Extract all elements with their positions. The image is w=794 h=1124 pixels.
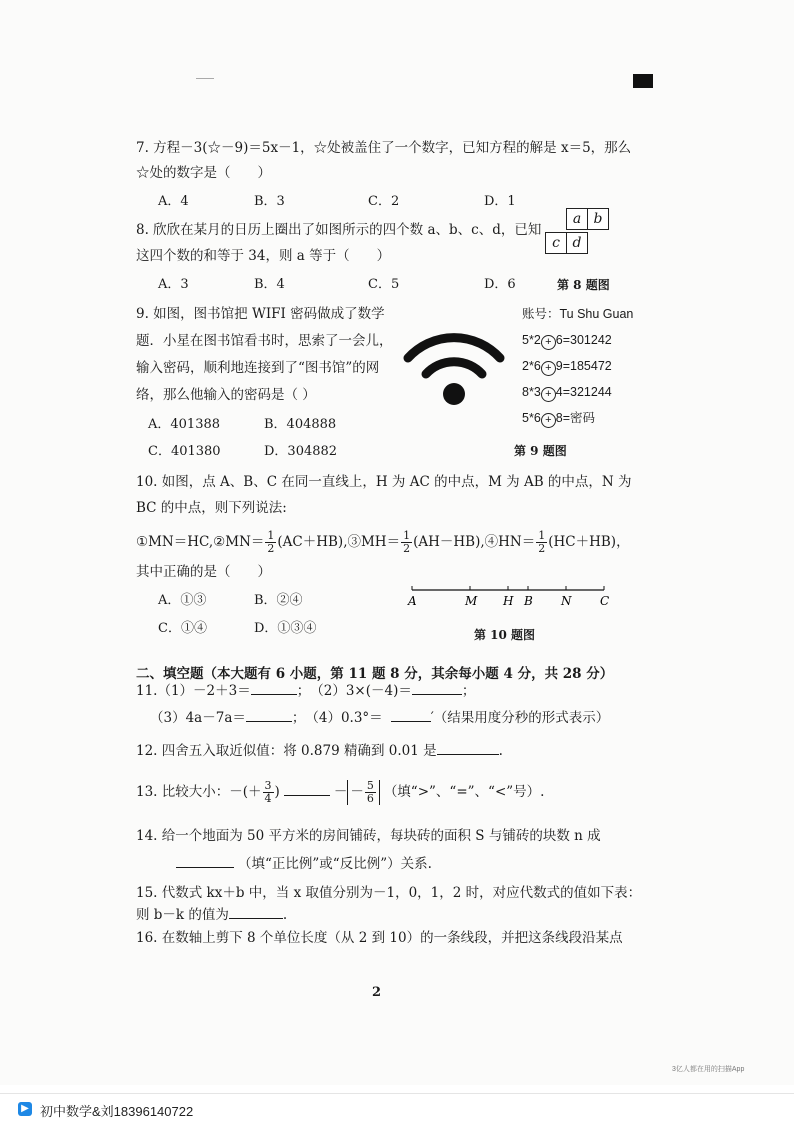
- password-row-1: [522, 331, 612, 350]
- fraction-half: $\frac{1}{2}$: [267, 529, 275, 555]
- q7-option-b: B．3: [254, 194, 285, 209]
- q11-part4-end: ′（结果用度分秒的形式表示）: [430, 710, 610, 726]
- q10-option-b: B．②④: [254, 593, 303, 608]
- password-row-2: [522, 357, 612, 376]
- q8-option-a: A．3: [158, 277, 189, 292]
- password-row-2-right: 9=185472: [555, 359, 612, 373]
- q13-blank: [284, 795, 330, 796]
- corner-registration-mark: [633, 74, 653, 88]
- q11-part3-end: ； （4）0.3°＝: [291, 710, 383, 726]
- q12-text: 12. 四舍五入取近似值：将 0.879 精确到 0.01 是: [136, 743, 437, 759]
- password-row-4-right: 8=密码: [555, 411, 596, 425]
- q13-prefix: 13. 比较大小：－(＋: [136, 784, 262, 800]
- circle-plus-icon: +: [541, 361, 556, 376]
- q10-statement-text: (HC＋HB)，: [548, 534, 630, 550]
- app-logo-icon[interactable]: ▶: [18, 1102, 32, 1116]
- q7-option-a: A．4: [158, 194, 189, 209]
- q15-line1: 15. 代数式 kx＋b 中，当 x 取值分别为－1，0，1，2 时，对应代数式的值如下表：: [136, 885, 642, 901]
- circle-plus-icon: +: [541, 413, 556, 428]
- calendar-cell-d: d: [566, 232, 588, 254]
- calendar-cell-c: c: [545, 232, 567, 254]
- fraction-half: $\frac{1}{2}$: [538, 529, 546, 555]
- password-row-1-right: 6=301242: [555, 333, 612, 347]
- bottom-bar: [0, 1093, 794, 1124]
- q11-blank-4: [391, 721, 431, 722]
- q13-inner-minus: －: [350, 784, 364, 800]
- q11-line2: [150, 709, 609, 727]
- q11-part1: 11.（1）－2＋3＝: [136, 683, 251, 699]
- point-n-label: N: [561, 594, 572, 608]
- scan-dash: [196, 78, 214, 79]
- q12-line: [136, 742, 503, 760]
- q7-option-c: C．2: [368, 194, 400, 209]
- password-row-1-left: 5*2: [522, 333, 541, 347]
- fraction-five-sixths: $\frac{5}{6}$: [366, 779, 374, 805]
- q11-blank-1: [251, 694, 297, 695]
- point-h-label: H: [503, 594, 514, 608]
- point-b-label: B: [524, 594, 533, 608]
- q10-line4: 其中正确的是（ ）: [136, 564, 271, 580]
- q14-line1: 14. 给一个地面为 50 平方米的房间铺砖，每块砖的面积 S 与铺砖的块数 n 成: [136, 828, 601, 844]
- q10-statement-text: ①MN＝HC,②MN＝: [136, 534, 265, 550]
- password-row-3-left: 8*3: [522, 385, 541, 399]
- q10-figure-caption: 第 10 题图: [474, 628, 536, 642]
- wifi-icon: [402, 322, 506, 408]
- q8-figure-caption: 第 8 题图: [557, 278, 610, 292]
- q7-option-d: D．1: [484, 194, 516, 209]
- q10-statement-text: (AH－HB),④HN＝: [413, 534, 536, 550]
- calendar-cell-b: b: [587, 208, 609, 230]
- q9-line4: 络，那么他输入的密码是（ ）: [136, 387, 316, 403]
- q8-line2: 这四个数的和等于 34，则 a 等于（ ）: [136, 248, 391, 264]
- q9-option-a: A．401388: [148, 417, 221, 432]
- q9-option-d: D．304882: [264, 444, 338, 459]
- q11-part3: （3）4a－7a＝: [150, 710, 246, 726]
- q9-option-b: B．404888: [264, 417, 337, 432]
- q15-text: 则 b－k 的值为: [136, 907, 229, 923]
- q15-line2: [136, 906, 287, 924]
- point-m-label: M: [465, 594, 478, 608]
- password-row-4: [522, 409, 595, 428]
- password-row-3: [522, 383, 612, 402]
- q9-figure-caption: 第 9 题图: [514, 444, 567, 458]
- q11-blank-3: [246, 721, 292, 722]
- scanner-watermark: 3亿人都在用的扫描App: [672, 1066, 745, 1073]
- q8-option-b: B．4: [254, 277, 285, 292]
- number-line-figure: [404, 584, 616, 612]
- q15-blank: [229, 918, 283, 919]
- q10-line1: 10. 如图，点 A、B、C 在同一直线上，H 为 AC 的中点，M 为 AB 的中点，N 为: [136, 474, 632, 490]
- q12-end: .: [498, 743, 503, 759]
- q12-blank: [437, 754, 499, 755]
- q10-line2: BC 的中点，则下列说法:: [136, 500, 287, 516]
- password-row-3-right: 4=321244: [555, 385, 612, 399]
- q10-option-c: C．①④: [158, 621, 207, 636]
- q13-close-paren: ): [274, 784, 280, 800]
- circle-plus-icon: +: [541, 335, 556, 350]
- q10-statements: [136, 530, 630, 555]
- q13-suffix: （填“>”、“=”、“<”号）.: [383, 784, 545, 800]
- fraction-half: $\frac{1}{2}$: [403, 529, 411, 555]
- q7-line1: 7. 方程－3(☆－9)＝5x－1，☆处被盖住了一个数字，已知方程的解是 x＝5，那么: [136, 140, 632, 156]
- q8-option-c: C．5: [368, 277, 400, 292]
- q9-line3: 输入密码，顺利地连接到了“图书馆”的网: [136, 360, 380, 376]
- bottom-bar-text: 初中数学&刘18396140722: [40, 1104, 194, 1119]
- point-a-label: A: [408, 594, 417, 608]
- q8-line1: 8. 欣欣在某月的日历上圈出了如图所示的四个数 a、b、c、d，已知: [136, 222, 542, 238]
- q9-line1: 9. 如图，图书馆把 WIFI 密码做成了数学: [136, 306, 385, 322]
- q7-line2: ☆处的数字是（ ）: [136, 165, 271, 181]
- fraction-three-quarters: $\frac{3}{4}$: [264, 779, 272, 805]
- q11-line1: [136, 682, 475, 700]
- q10-statement-text: (AC＋HB),③MH＝: [277, 534, 401, 550]
- q14-line2: [176, 855, 432, 873]
- q11-part2: ； （2）3×(－4)＝: [296, 683, 412, 699]
- page-number: 2: [372, 985, 382, 1000]
- q9-option-c: C．401380: [148, 444, 221, 459]
- point-c-label: C: [600, 594, 610, 608]
- circle-plus-icon: +: [541, 387, 556, 402]
- absolute-value: [347, 780, 380, 805]
- password-row-4-left: 5*6: [522, 411, 541, 425]
- q10-option-a: A．①③: [158, 593, 207, 608]
- q13-line: [136, 780, 544, 805]
- password-row-2-left: 2*6: [522, 359, 541, 373]
- calendar-cell-a: a: [566, 208, 588, 230]
- section-fill-in-title: 二、填空题（本大题有 6 小题，第 11 题 8 分，其余每小题 4 分，共 28 分）: [136, 666, 614, 682]
- q13-minus: －: [333, 784, 348, 800]
- q14-blank: [176, 867, 234, 868]
- wifi-account: 账号：Tu Shu Guan: [522, 307, 634, 321]
- q8-option-d: D．6: [484, 277, 516, 292]
- q11-blank-2: [412, 694, 462, 695]
- q9-line2: 题．小星在图书馆看书时，思索了一会儿，: [136, 333, 393, 349]
- q15-end: .: [282, 907, 288, 923]
- q11-part2-end: ；: [461, 683, 476, 699]
- q16-line1: 16. 在数轴上剪下 8 个单位长度（从 2 到 10）的一条线段，并把这条线段沿某点: [136, 930, 623, 946]
- q10-option-d: D．①③④: [254, 621, 317, 636]
- q14-text: （填“正比例”或“反比例”）关系.: [238, 856, 432, 872]
